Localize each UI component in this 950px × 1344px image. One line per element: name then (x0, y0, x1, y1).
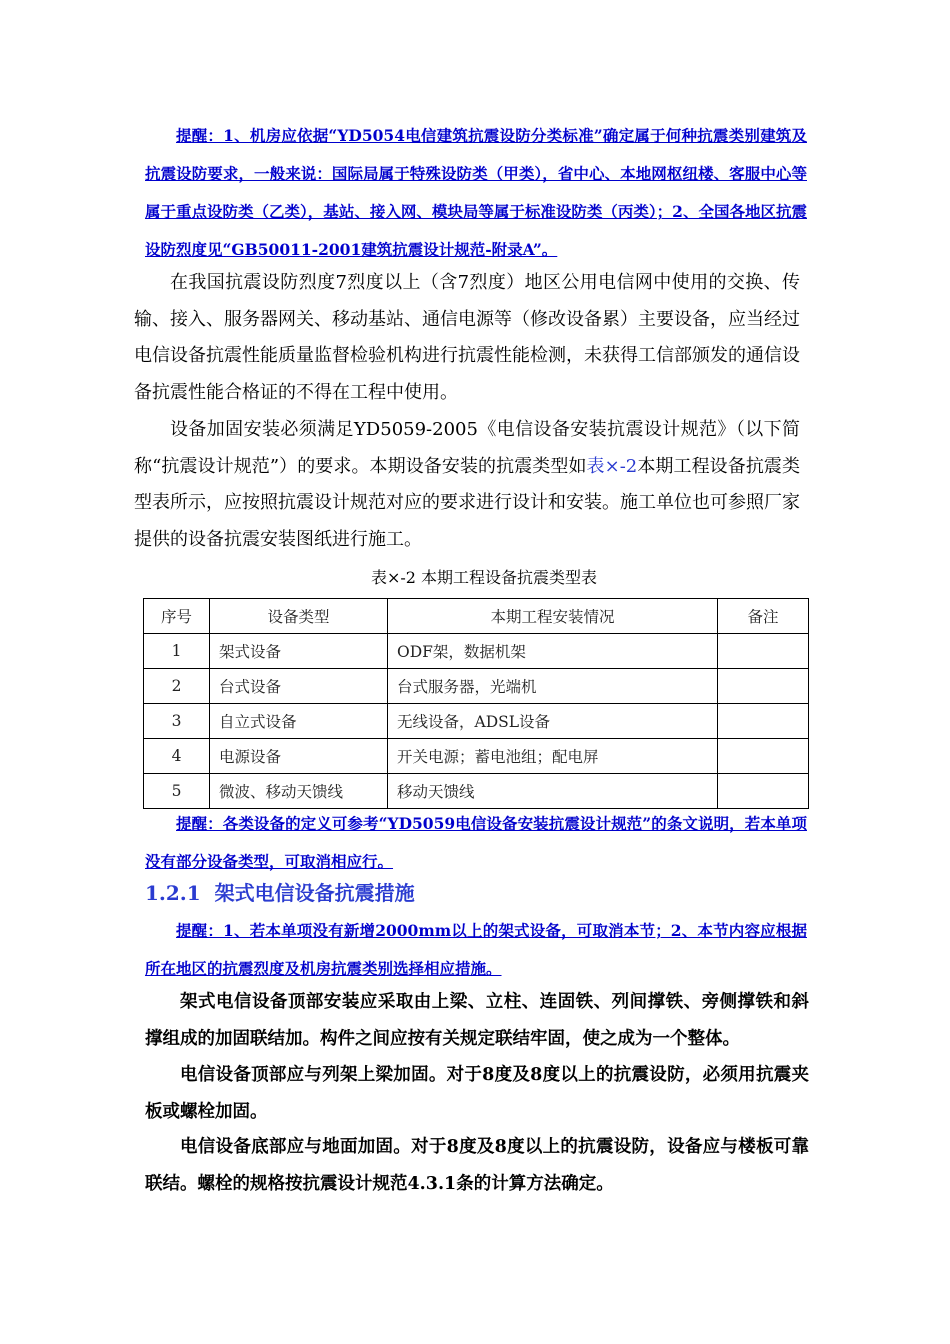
header-install-status: 本期工程安装情况 (388, 599, 718, 634)
row-remarks (718, 739, 809, 774)
row-index: 2 (144, 669, 210, 704)
row-device-type: 架式设备 (210, 634, 388, 669)
section-title: 架式电信设备抗震措施 (214, 881, 415, 905)
header-remarks: 备注 (718, 599, 809, 634)
body-paragraph-1: 在我国抗震设防烈度7烈度以上（含7烈度）地区公用电信网中使用的交换、传输、接入、服务器网关、移动基站、通信电源等（修改设备累）主要设备，应当经过电信设备抗震性能质量监督检验机构进行抗震性能检测，未获得工信部颁发的通信设备抗震性能合格证的不得在工程中使用。 (134, 272, 800, 403)
reminder-paragraph-3: 提醒：1、若本单项没有新增2000mm以上的架式设备，可取消本节；2、本节内容应根据所在地区的抗震烈度及机房抗震类别选择相应措施。 (145, 921, 807, 978)
bold-paragraph-3: 电信设备底部应与地面加固。对于8度及8度以上的抗震设防，设备应与楼板可靠联结。螺栓的规格按抗震设计规范4.3.1条的计算方法确定。 (145, 1137, 809, 1194)
body-paragraph-2-text-b: 本期工程设备抗震类型表所示，应按照抗震设计规范对应的要求进行设计和安装。施工单位也可参照厂家提供的设备抗震安装图纸进行施工。 (134, 455, 800, 550)
row-remarks (718, 669, 809, 704)
reminder-paragraph-2: 提醒：各类设备的定义可参考“YD5059电信设备安装抗震设计规范”的条文说明，若本单项没有部分设备类型，可取消相应行。 (145, 814, 807, 871)
table-row (144, 704, 809, 739)
row-install-status: 无线设备，ADSL设备 (388, 704, 718, 739)
table-row (144, 739, 809, 774)
row-index: 4 (144, 739, 210, 774)
row-device-type: 电源设备 (210, 739, 388, 774)
row-device-type: 微波、移动天馈线 (210, 774, 388, 809)
table-row (144, 774, 809, 809)
bold-paragraph-2: 电信设备顶部应与列架上梁加固。对于8度及8度以上的抗震设防，必须用抗震夹板或螺栓加固。 (145, 1065, 809, 1122)
table-row (144, 634, 809, 669)
table-caption: 表×-2 本期工程设备抗震类型表 (370, 568, 598, 587)
row-remarks (718, 774, 809, 809)
row-install-status: 开关电源；蓄电池组；配电屏 (388, 739, 718, 774)
section-heading (145, 877, 415, 906)
row-install-status: 移动天馈线 (388, 774, 718, 809)
header-index: 序号 (144, 599, 210, 634)
row-remarks (718, 704, 809, 739)
table-reference-link[interactable]: 表×-2 (586, 455, 638, 477)
section-number: 1.2.1 (145, 881, 201, 905)
row-device-type: 自立式设备 (210, 704, 388, 739)
equipment-table (143, 598, 809, 809)
row-index: 3 (144, 704, 210, 739)
row-device-type: 台式设备 (210, 669, 388, 704)
bold-paragraph-1: 架式电信设备顶部安装应采取由上梁、立柱、连固铁、列间撑铁、旁侧撑铁和斜撑组成的加固联结加。构件之间应按有关规定联结牢固，使之成为一个整体。 (145, 992, 809, 1049)
row-install-status: 台式服务器，光端机 (388, 669, 718, 704)
row-index: 5 (144, 774, 210, 809)
body-paragraph-2 (134, 412, 800, 558)
table-row (144, 669, 809, 704)
header-device-type: 设备类型 (210, 599, 388, 634)
table-header-row (144, 599, 809, 634)
body-paragraph-2-text-a: 设备加固安装必须满足YD5059-2005《电信设备安装抗震设计规范》（以下简称“抗震设计规范”）的要求。本期设备安装的抗震类型如 (134, 419, 800, 477)
row-install-status: ODF架，数据机架 (388, 634, 718, 669)
row-remarks (718, 634, 809, 669)
reminder-paragraph-1: 提醒：1、机房应依据“YD5054电信建筑抗震设防分类标准”确定属于何种抗震类别建筑及抗震设防要求，一般来说：国际局属于特殊设防类（甲类），省中心、本地网枢纽楼、客服中心等属于重点设防类（乙类），基站、接入网、模块局等属于标准设防类（丙类）；2、全国各地区抗震设防烈度见“GB50011-2001建筑抗震设计规范-附录A”。 (145, 126, 807, 259)
row-index: 1 (144, 634, 210, 669)
